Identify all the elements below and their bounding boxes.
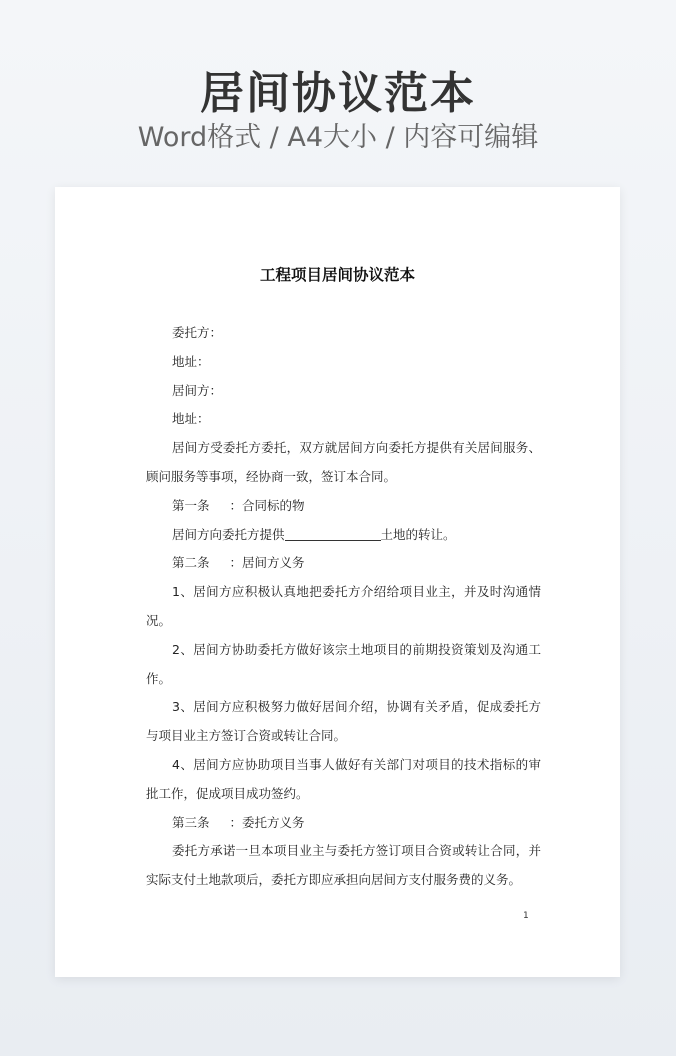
article-1-heading [146, 492, 541, 521]
article-1-title: ：合同标的物 [229, 497, 305, 513]
blank-line [285, 526, 381, 541]
agent-address-label: 地址： [172, 411, 210, 427]
page-title: 居间协议范本 [200, 68, 476, 119]
article-1-text-before: 居间方向委托方提供 [172, 526, 285, 542]
article-2-item-2: 2、居间方协助委托方做好该宗土地项目的前期投资策划及沟通工作。 [146, 641, 541, 686]
client-label: 委托方： [172, 325, 223, 340]
article-1-text-after: 土地的转让。 [380, 526, 456, 542]
page-number: 1 [523, 911, 529, 921]
article-3-heading [146, 809, 541, 838]
article-2-title: ：居间方义务 [229, 555, 305, 571]
intro-paragraph: 居间方受委托方委托，双方就居间方向委托方提供有关居间服务、顾问服务等事项，经协商一致，签订本合同。 [146, 440, 541, 484]
article-2-item-3: 3、居间方应积极努力做好居间介绍，协调有关矛盾，促成委托方与项目业主方签订合资或转让合同。 [146, 699, 541, 744]
article-2-heading [146, 549, 541, 578]
article-1-number: 第一条 [172, 497, 210, 513]
article-3-text: 委托方承诺一旦本项目业主与委托方签订项目合资或转让合同，并实际支付土地款项后，委托方即应承担向居间方支付服务费的义务。 [146, 843, 541, 888]
agent-label: 居间方： [172, 382, 223, 398]
document-title: 工程项目居间协议范本 [259, 266, 415, 284]
article-1-text [146, 521, 541, 550]
page-subtitle: Word格式 / A4大小 / 内容可编辑 [137, 122, 539, 153]
document-body [146, 319, 541, 895]
client-address-label: 地址： [172, 353, 210, 369]
article-3-number: 第三条 [172, 814, 210, 830]
article-2-number: 第二条 [172, 555, 210, 571]
article-2-item-4: 4、居间方应协助项目当事人做好有关部门对项目的技术指标的审批工作，促成项目成功签约。 [146, 756, 541, 801]
article-3-title: ：委托方义务 [229, 814, 305, 830]
document-page [55, 187, 620, 977]
article-2-item-1: 1、居间方应积极认真地把委托方介绍给项目业主，并及时沟通情况。 [146, 584, 541, 628]
